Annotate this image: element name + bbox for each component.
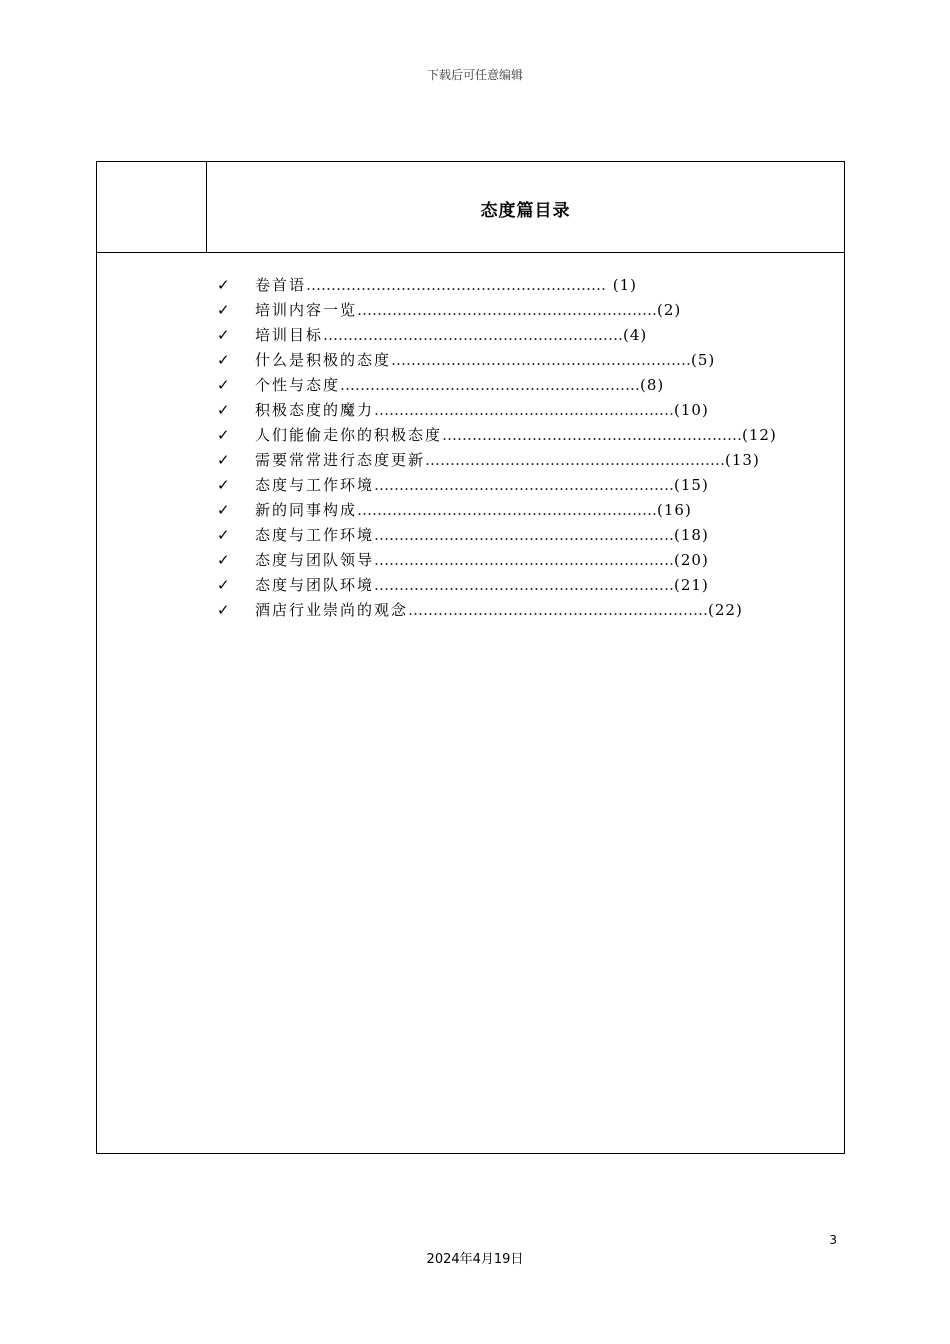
- toc-entry-page: (4): [623, 326, 648, 344]
- check-icon: ✓: [217, 526, 230, 544]
- toc-entry-page: (12): [742, 426, 777, 444]
- check-icon: ✓: [217, 476, 230, 494]
- check-icon: ✓: [217, 351, 230, 369]
- toc-entry-page: (8): [640, 376, 665, 394]
- toc-entry-page: (20): [674, 551, 709, 569]
- toc-entry-label: 积极态度的魔力: [255, 401, 375, 419]
- page-number: 3: [829, 1233, 837, 1247]
- check-icon: ✓: [217, 426, 230, 444]
- toc-entry-page: (16): [657, 501, 692, 519]
- toc-leader-dots: ……………………………………………………: [391, 351, 692, 369]
- header-note: 下载后可任意编辑: [426, 68, 523, 82]
- check-icon: ✓: [217, 551, 230, 569]
- toc-list: [217, 273, 777, 623]
- toc-leader-dots: ……………………………………………………: [374, 526, 675, 544]
- check-icon: ✓: [217, 501, 230, 519]
- toc-entry-label: 态度与工作环境: [255, 526, 375, 544]
- toc-entry-page: (1): [612, 276, 637, 294]
- toc-entry-page: (10): [674, 401, 709, 419]
- check-icon: ✓: [217, 376, 230, 394]
- check-icon: ✓: [217, 301, 230, 319]
- toc-entry: [217, 323, 648, 348]
- toc-leader-dots: ……………………………………………………: [357, 501, 658, 519]
- toc-entry-label: 培训目标: [255, 326, 324, 344]
- toc-entry-page: (21): [674, 576, 709, 594]
- check-icon: ✓: [217, 451, 230, 469]
- toc-entry-page: (13): [725, 451, 760, 469]
- toc-entry: [217, 598, 743, 623]
- toc-leader-dots: ……………………………………………………: [442, 426, 743, 444]
- toc-entry: [217, 548, 709, 573]
- toc-entry: [217, 298, 682, 323]
- toc-entry-label: 培训内容一览: [255, 301, 358, 319]
- toc-entry-label: 卷首语: [255, 276, 307, 294]
- toc-entry-label: 人们能偷走你的积极态度: [255, 426, 443, 444]
- toc-entry: [217, 423, 777, 448]
- toc-entry-label: 个性与态度: [255, 376, 341, 394]
- toc-entry-page: (15): [674, 476, 709, 494]
- toc-leader-dots: ……………………………………………………: [425, 451, 726, 469]
- toc-entry: [217, 473, 709, 498]
- toc-entry-label: 什么是积极的态度: [255, 351, 392, 369]
- toc-leader-dots: ……………………………………………………: [374, 476, 675, 494]
- toc-leader-dots: ……………………………………………………: [374, 401, 675, 419]
- toc-entry-label: 态度与团队环境: [255, 576, 375, 594]
- toc-table: [96, 161, 845, 1154]
- toc-entry: [217, 573, 709, 598]
- footer-date: 2024年4月19日: [426, 1252, 524, 1267]
- check-icon: ✓: [217, 276, 230, 294]
- toc-entry: [217, 373, 665, 398]
- toc-leader-dots: ……………………………………………………: [323, 326, 624, 344]
- toc-entry-label: 新的同事构成: [255, 501, 358, 519]
- toc-entry-page: (5): [691, 351, 716, 369]
- title-row: [97, 162, 844, 253]
- check-icon: ✓: [217, 576, 230, 594]
- toc-entry: [217, 348, 716, 373]
- toc-leader-dots: ……………………………………………………: [357, 301, 658, 319]
- toc-leader-dots: ……………………………………………………: [340, 376, 641, 394]
- toc-entry-label: 酒店行业崇尚的观念: [255, 601, 409, 619]
- toc-entry: [217, 523, 709, 548]
- toc-entry-page: (18): [674, 526, 709, 544]
- toc-entry-page: (22): [708, 601, 743, 619]
- toc-entry: [217, 448, 760, 473]
- toc-leader-dots: ……………………………………………………: [306, 276, 607, 294]
- toc-entry-label: 态度与工作环境: [255, 476, 375, 494]
- toc-entry: [217, 498, 692, 523]
- toc-leader-dots: ……………………………………………………: [408, 601, 709, 619]
- check-icon: ✓: [217, 401, 230, 419]
- toc-entry-page: (2): [657, 301, 682, 319]
- check-icon: ✓: [217, 326, 230, 344]
- toc-entry-label: 需要常常进行态度更新: [255, 451, 426, 469]
- check-icon: ✓: [217, 601, 230, 619]
- left-empty-cell: [97, 162, 207, 252]
- toc-entry: [217, 398, 709, 423]
- toc-entry: [217, 273, 637, 298]
- toc-leader-dots: ……………………………………………………: [374, 576, 675, 594]
- toc-entry-label: 态度与团队领导: [255, 551, 375, 569]
- toc-leader-dots: ……………………………………………………: [374, 551, 675, 569]
- page-title: 态度篇目录: [480, 201, 571, 221]
